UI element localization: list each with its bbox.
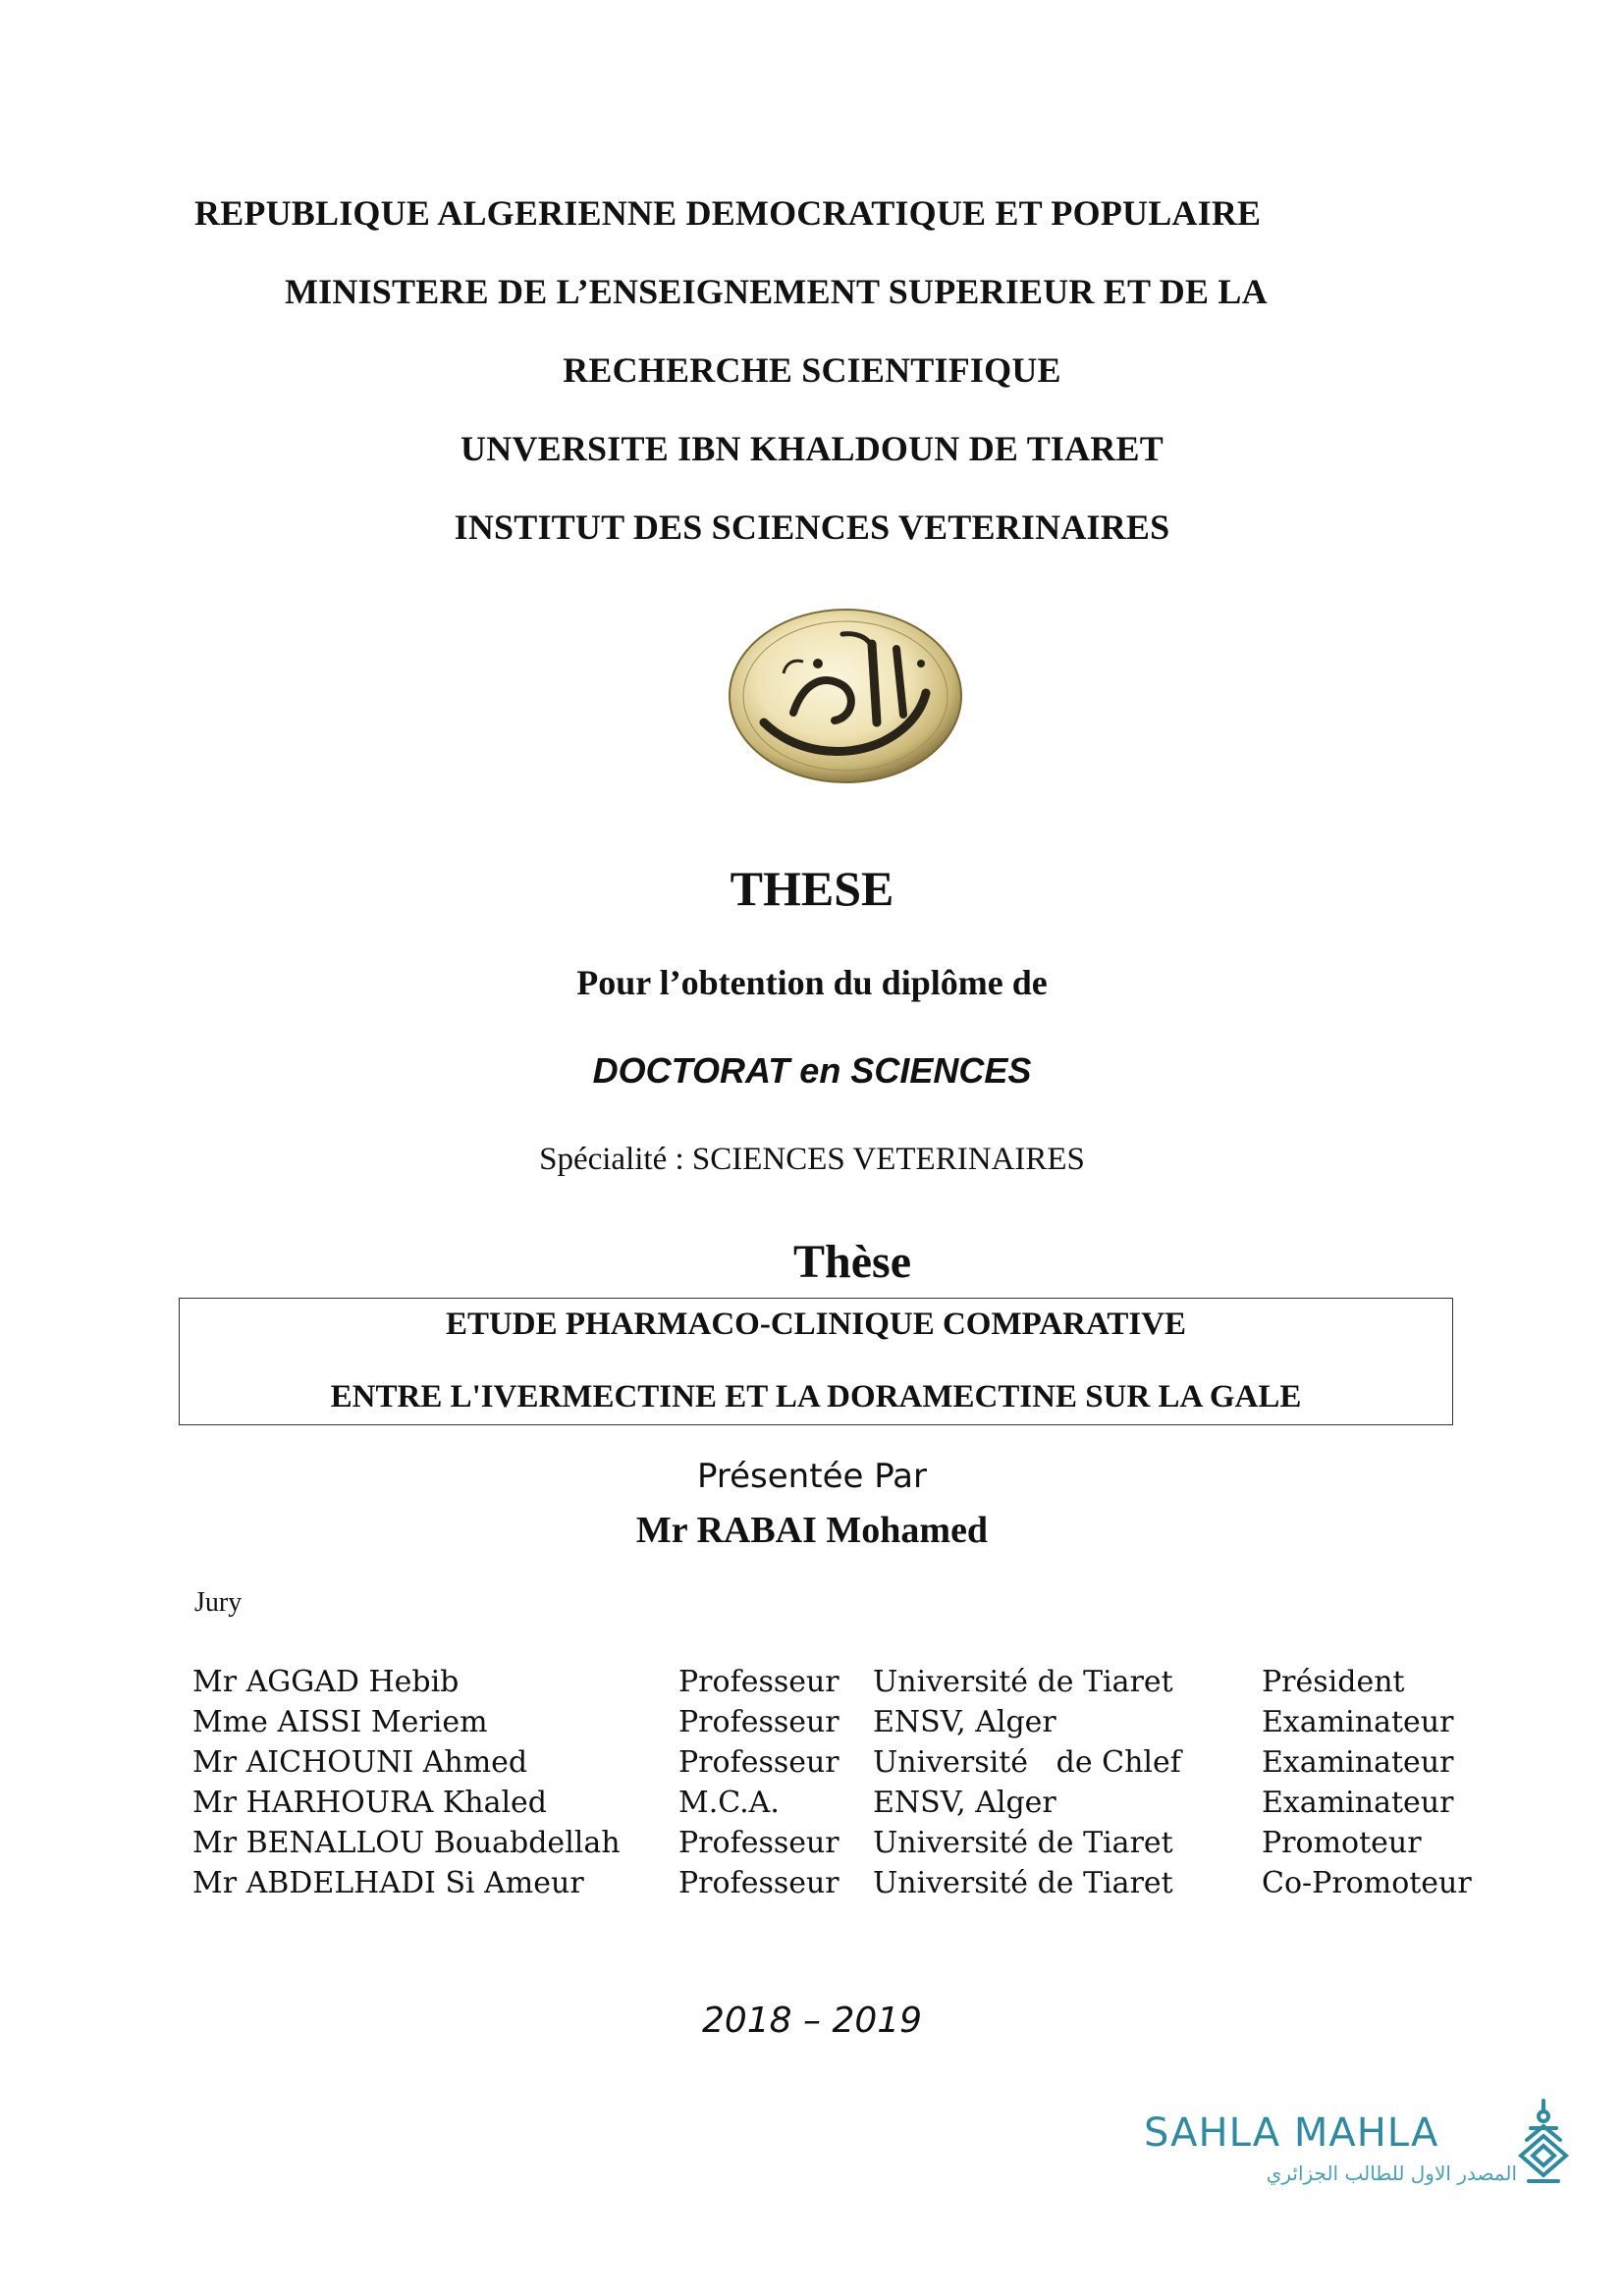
jury-row [192, 1823, 1472, 1863]
thesis-title-line-2: ENTRE L'IVERMECTINE ET LA DORAMECTINE SUR LA GALE [330, 1379, 1302, 1415]
thesis-subheading: Thèse [793, 1236, 911, 1288]
jury-member-grade: Professeur [678, 1665, 839, 1699]
jury-member-grade: Professeur [678, 1745, 839, 1780]
jury-row [192, 1783, 1472, 1823]
jury-member-role: Président [1262, 1665, 1405, 1699]
university-seal-icon [725, 605, 966, 787]
sahla-mahla-watermark [1144, 2110, 1576, 2209]
jury-row [192, 1742, 1472, 1783]
header-line-university: UNVERSITE IBN KHALDOUN DE TIARET [460, 429, 1164, 468]
jury-table [192, 1662, 1472, 1903]
presented-by-label: Présentée Par [697, 1457, 927, 1496]
jury-label: Jury [194, 1587, 243, 1618]
thesis-purpose: Pour l’obtention du diplôme de [576, 963, 1048, 1002]
thesis-title-box [179, 1298, 1453, 1425]
jury-member-name: Mr HARHOURA Khaled [192, 1786, 548, 1820]
jury-member-name: Mr ABDELHADI Si Ameur [192, 1866, 584, 1900]
jury-member-name: Mr AICHOUNI Ahmed [192, 1745, 528, 1780]
jury-row [192, 1702, 1472, 1742]
header-line-republic: REPUBLIQUE ALGERIENNE DEMOCRATIQUE ET POPULAIRE [194, 193, 1262, 233]
jury-member-grade: Professeur [678, 1705, 839, 1739]
jury-member-name: Mr AGGAD Hebib [192, 1665, 460, 1699]
jury-member-role: Examinateur [1262, 1745, 1454, 1780]
academic-year: 2018 – 2019 [701, 2001, 923, 2041]
jury-member-institution: ENSV, Alger [873, 1705, 1056, 1739]
specialty-line: Spécialité : SCIENCES VETERINAIRES [539, 1142, 1085, 1177]
jury-member-name: Mr BENALLOU Bouabdellah [192, 1826, 621, 1860]
jury-member-institution: Université de Tiaret [873, 1826, 1173, 1860]
jury-member-institution: Université de Chlef [873, 1745, 1181, 1780]
degree-title: DOCTORAT en SCIENCES [592, 1050, 1032, 1091]
jury-member-institution: ENSV, Alger [873, 1786, 1056, 1820]
jury-member-grade: M.C.A. [678, 1786, 780, 1820]
jury-member-institution: Université de Tiaret [873, 1665, 1173, 1699]
jury-row [192, 1662, 1472, 1702]
watermark-tagline: المصدر الاول للطالب الجزائري [1266, 2162, 1517, 2185]
jury-member-role: Examinateur [1262, 1786, 1454, 1820]
header-line-institute: INSTITUT DES SCIENCES VETERINAIRES [454, 507, 1170, 547]
jury-member-role: Promoteur [1262, 1826, 1422, 1860]
author-name: Mr RABAI Mohamed [635, 1510, 989, 1551]
thesis-title-line-1: ETUDE PHARMACO-CLINIQUE COMPARATIVE [445, 1307, 1187, 1342]
header-line-ministry: MINISTERE DE L’ENSEIGNEMENT SUPERIEUR ET DE LA [285, 272, 1268, 311]
jury-member-grade: Professeur [678, 1866, 839, 1900]
jury-member-name: Mme AISSI Meriem [192, 1705, 488, 1739]
jury-member-grade: Professeur [678, 1826, 839, 1860]
watermark-name: SAHLA MAHLA [1144, 2110, 1439, 2156]
sahla-mahla-logo-icon [1509, 2097, 1578, 2195]
header-line-research: RECHERCHE SCIENTIFIQUE [563, 350, 1061, 390]
jury-member-role: Examinateur [1262, 1705, 1454, 1739]
thesis-heading: THESE [730, 861, 894, 916]
jury-member-role: Co-Promoteur [1262, 1866, 1472, 1900]
jury-member-institution: Université de Tiaret [873, 1866, 1173, 1900]
jury-row [192, 1863, 1472, 1903]
